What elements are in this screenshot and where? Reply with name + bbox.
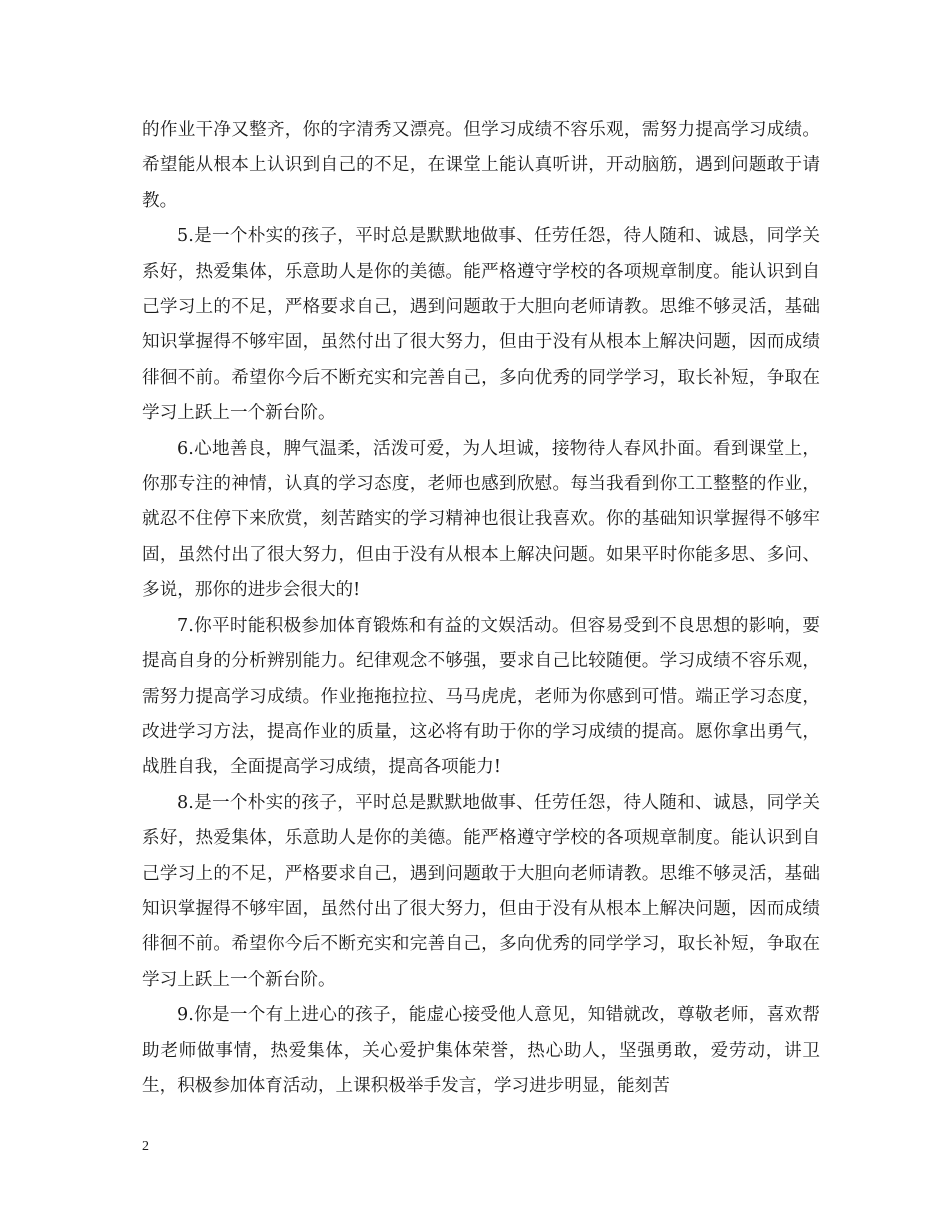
- paragraph-comment-6: 6.心地善良，脾气温柔，活泼可爱，为人坦诚，接物待人春风扑面。看到课堂上，你那专注的神情，认真的学习态度，老师也感到欣慰。每当我看到你工工整整的作业，就忍不住停下来欣赏，刻苦踏实的学习精神也很让我喜欢。你的基础知识掌握得不够牢固，虽然付出了很大努力，但由于没有从根本上解决问题。如果平时你能多思、多问、多说，那你的进步会很大的!: [142, 438, 820, 601]
- page-number: 2: [142, 1139, 149, 1154]
- paragraph-comment-7: 7.你平时能积极参加体育锻炼和有益的文娱活动。但容易受到不良思想的影响，要提高自身的分析辨别能力。纪律观念不够强，要求自己比较随便。学习成绩不容乐观，需努力提高学习成绩。作业拖拖拉拉、马马虎虎，老师为你感到可惜。端正学习态度，改进学习方法，提高作业的质量，这必将有助于你的学习成绩的提高。愿你拿出勇气，战胜自我，全面提高学习成绩，提高各项能力!: [142, 615, 820, 778]
- paragraph-comment-9: 9.你是一个有上进心的孩子，能虚心接受他人意见，知错就改，尊敬老师，喜欢帮助老师做事情，热爱集体，关心爱护集体荣誉，热心助人，坚强勇敢，爱劳动，讲卫生，积极参加体育活动，上课积极举手发言，学习进步明显，能刻苦: [142, 1005, 820, 1096]
- paragraph-comment-8: 8.是一个朴实的孩子，平时总是默默地做事、任劳任怨，待人随和、诚恳，同学关系好，热爱集体，乐意助人是你的美德。能严格遵守学校的各项规章制度。能认识到自己学习上的不足，严格要求自己，遇到问题敢于大胆向老师请教。思维不够灵活，基础知识掌握得不够牢固，虽然付出了很大努力，但由于没有从根本上解决问题，因而成绩徘徊不前。希望你今后不断充实和完善自己，多向优秀的同学学习，取长补短，争取在学习上跃上一个新台阶。: [142, 792, 820, 990]
- document-body: [142, 113, 820, 1104]
- paragraph-continued: 的作业干净又整齐，你的字清秀又漂亮。但学习成绩不容乐观，需努力提高学习成绩。希望能从根本上认识到自己的不足，在课堂上能认真听讲，开动脑筋，遇到问题敢于请教。: [142, 120, 820, 211]
- paragraph-comment-5: 5.是一个朴实的孩子，平时总是默默地做事、任劳任怨，待人随和、诚恳，同学关系好，热爱集体，乐意助人是你的美德。能严格遵守学校的各项规章制度。能认识到自己学习上的不足，严格要求自己，遇到问题敢于大胆向老师请教。思维不够灵活，基础知识掌握得不够牢固，虽然付出了很大努力，但由于没有从根本上解决问题，因而成绩徘徊不前。希望你今后不断充实和完善自己，多向优秀的同学学习，取长补短，争取在学习上跃上一个新台阶。: [142, 226, 820, 424]
